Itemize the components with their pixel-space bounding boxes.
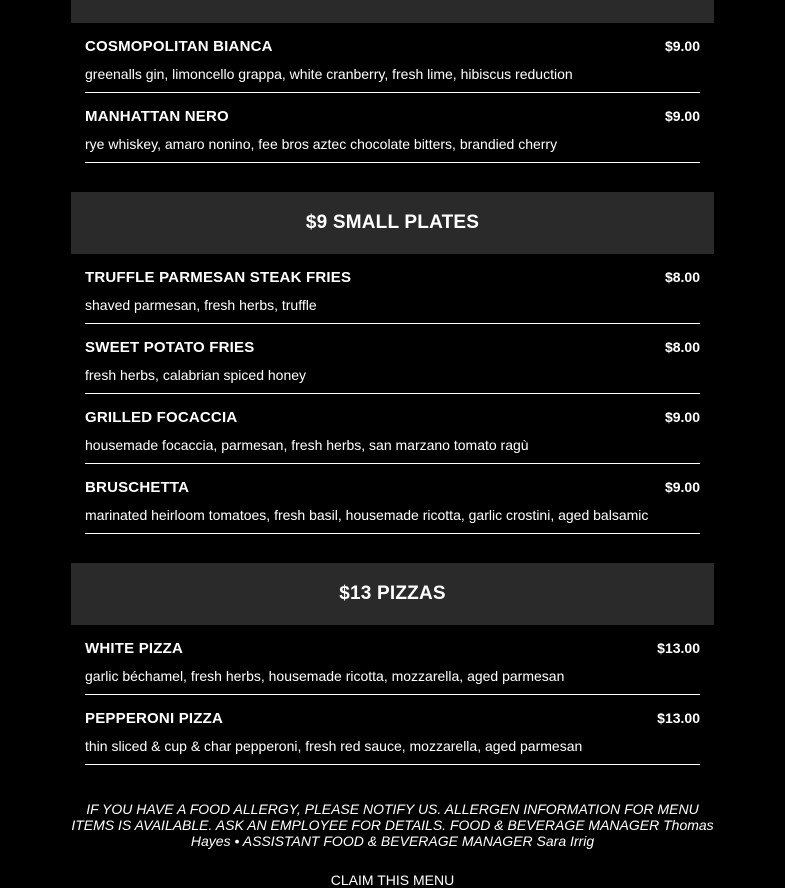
menu-item	[85, 695, 700, 765]
menu-items-list	[71, 254, 714, 534]
menu-item	[85, 254, 700, 324]
menu-item-description: greenalls gin, limoncello grappa, white cranberry, fresh lime, hibiscus reduction	[85, 66, 573, 82]
menu-item-price: $9.00	[664, 38, 700, 54]
menu-items-list	[71, 625, 714, 765]
menu-item-description: marinated heirloom tomatoes, fresh basil, housemade ricotta, garlic crostini, aged balsamic	[85, 507, 649, 523]
menu-item	[85, 23, 700, 93]
menu-item-name: BRUSCHETTA	[85, 479, 190, 496]
section-header-cocktails	[71, 0, 714, 23]
menu-item	[85, 625, 700, 695]
allergy-disclaimer: IF YOU HAVE A FOOD ALLERGY, PLEASE NOTIFY US. ALLERGEN INFORMATION FOR MENU ITEMS IS AVAILABLE. ASK AN EMPLOYEE FOR DETAILS. FOOD & BEVERAGE MANAGER Thomas Hayes • ASSISTANT FOOD & BEVERAGE MANAGER Sara Irrig	[71, 801, 714, 849]
section-title: $9 SMALL PLATES	[71, 192, 714, 254]
menu-item	[85, 324, 700, 394]
menu-item-name: TRUFFLE PARMESAN STEAK FRIES	[85, 269, 352, 286]
menu-item-price: $8.00	[664, 339, 700, 355]
menu-item-description: thin sliced & cup & char pepperoni, fresh red sauce, mozzarella, aged parmesan	[85, 738, 583, 754]
section-cocktails	[71, 23, 714, 163]
menu-item	[85, 394, 700, 464]
menu-item	[85, 93, 700, 163]
menu-item-price: $13.00	[657, 710, 700, 726]
section-pizzas	[71, 563, 714, 765]
menu-item-name: GRILLED FOCACCIA	[85, 409, 238, 426]
menu-item	[85, 464, 700, 534]
menu-item-name: PEPPERONI PIZZA	[85, 710, 224, 727]
menu-item-name: MANHATTAN NERO	[85, 108, 229, 125]
menu-item-name: WHITE PIZZA	[85, 640, 184, 657]
section-small-plates	[71, 192, 714, 534]
menu-item-name: COSMOPOLITAN BIANCA	[85, 38, 273, 55]
section-title: $13 PIZZAS	[71, 563, 714, 625]
menu-item-price: $9.00	[664, 108, 700, 124]
menu-item-price: $8.00	[664, 269, 700, 285]
menu-item-description: housemade focaccia, parmesan, fresh herbs, san marzano tomato ragù	[85, 437, 529, 453]
menu-item-name: SWEET POTATO FRIES	[85, 339, 255, 356]
menu-item-price: $13.00	[657, 640, 700, 656]
menu-item-price: $9.00	[664, 409, 700, 425]
menu-item-description: fresh herbs, calabrian spiced honey	[85, 367, 307, 383]
menu-item-price: $9.00	[664, 479, 700, 495]
menu-items-list	[71, 23, 714, 163]
claim-menu-link[interactable]: CLAIM THIS MENU	[330, 872, 455, 888]
menu-item-description: garlic béchamel, fresh herbs, housemade ricotta, mozzarella, aged parmesan	[85, 668, 565, 684]
menu-item-description: shaved parmesan, fresh herbs, truffle	[85, 297, 317, 313]
menu-item-description: rye whiskey, amaro nonino, fee bros aztec chocolate bitters, brandied cherry	[85, 136, 558, 152]
